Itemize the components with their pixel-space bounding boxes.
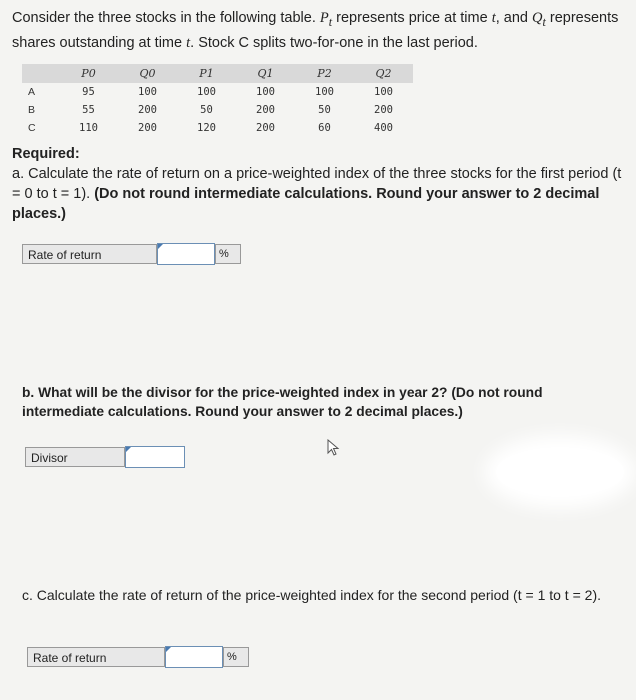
table-cell: 60 <box>318 122 331 134</box>
table-row <box>22 83 413 101</box>
mouse-pointer-icon <box>326 439 342 457</box>
table-row <box>22 119 413 137</box>
table-cell: 200 <box>138 122 157 134</box>
rate-of-return-c-input[interactable] <box>165 646 223 668</box>
table-cell: 95 <box>82 86 95 98</box>
table-cell: 55 <box>82 104 95 116</box>
stock-name: A <box>28 86 36 98</box>
table-cell: 100 <box>374 86 393 98</box>
table-row <box>22 101 413 119</box>
table-cell: 100 <box>256 86 275 98</box>
answer-b-label: Divisor <box>25 447 125 467</box>
table-cell: 400 <box>374 122 393 134</box>
table-header: Q0 <box>118 64 177 83</box>
table-cell: 200 <box>374 104 393 116</box>
table-cell: 120 <box>197 122 216 134</box>
required-section <box>12 144 624 224</box>
divisor-input[interactable] <box>125 446 185 468</box>
table-header: P2 <box>295 64 354 83</box>
table-cell: 100 <box>138 86 157 98</box>
answer-b-row <box>25 446 185 468</box>
question-b-instructions: (Do not round intermediate calculations. Round your answer to 2 decimal places.) <box>22 385 543 419</box>
stock-name: C <box>28 122 36 134</box>
percent-unit: % <box>215 244 241 264</box>
question-a-instructions: (Do not round intermediate calculations. Round your answer to 2 decimal places.) <box>12 186 600 222</box>
table-header: P1 <box>177 64 236 83</box>
answer-a-row <box>22 243 241 265</box>
percent-unit: % <box>223 647 249 667</box>
table-cell: 200 <box>256 104 275 116</box>
rate-of-return-a-input[interactable] <box>157 243 215 265</box>
glare-spot <box>496 447 624 497</box>
table-cell: 100 <box>197 86 216 98</box>
table-header-row <box>22 64 413 83</box>
table-cell: 200 <box>138 104 157 116</box>
question-c-text: c. Calculate the rate of return of the price-weighted index for the second period (t = 1 to t = 2). <box>22 587 601 603</box>
table-header: Q2 <box>354 64 413 83</box>
question-a-text: a. Calculate the rate of return on a price-weighted index of the three stocks for the first period (t = 0 to t = 1). <box>12 166 622 202</box>
question-b <box>22 383 622 421</box>
question-b-text: b. What will be the divisor for the price-weighted index in year 2? <box>22 385 448 400</box>
stocks-table <box>22 64 413 137</box>
intro-text: Consider the three stocks in the following table. $P_t$ represents price at time t, and $Q_t$ represents shares outstanding at time t. Stock C splits two-for-one in the last period. <box>12 10 619 51</box>
answer-a-label: Rate of return <box>22 244 157 264</box>
answer-c-row <box>27 646 249 668</box>
table-header <box>22 64 59 83</box>
required-heading: Required: <box>12 146 80 162</box>
table-cell: 50 <box>200 104 213 116</box>
table-header: P0 <box>59 64 118 83</box>
table-cell: 100 <box>315 86 334 98</box>
stock-name: B <box>28 104 36 116</box>
answer-c-label: Rate of return <box>27 647 165 667</box>
table-header: Q1 <box>236 64 295 83</box>
table-cell: 200 <box>256 122 275 134</box>
table-cell: 50 <box>318 104 331 116</box>
table-cell: 110 <box>79 122 98 134</box>
